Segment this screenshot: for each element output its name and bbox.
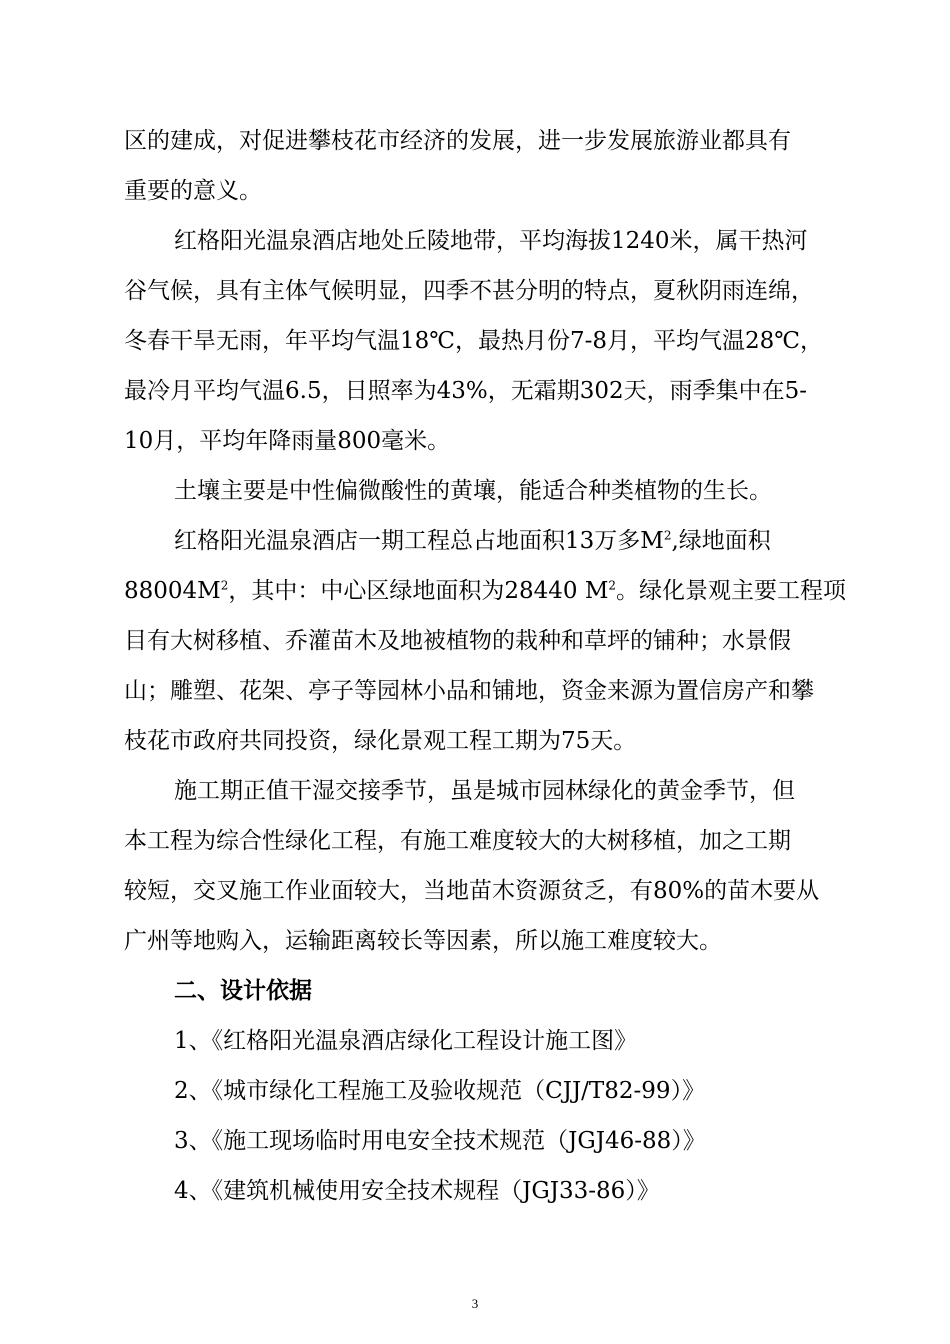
superscript: 2 xyxy=(220,578,229,593)
paragraph-line: 冬春干旱无雨，年平均气温18℃，最热月份7-8月，平均气温28℃， xyxy=(124,328,824,354)
paragraph-line: 最冷月平均气温6.5，日照率为43%，无霜期302天，雨季集中在5- xyxy=(124,378,808,404)
paragraph-line xyxy=(124,576,846,606)
paragraph-line: 枝花市政府共同投资，绿化景观工程工期为75天。 xyxy=(124,728,637,754)
reference-item: 1、《红格阳光温泉酒店绿化工程设计施工图》 xyxy=(174,1028,638,1054)
text-run: ，其中：中心区绿地面积为28440 M xyxy=(228,578,609,604)
paragraph-line: 区的建成，对促进攀枝花市经济的发展，进一步发展旅游业都具有 xyxy=(124,128,791,154)
paragraph-line: 较短，交叉施工作业面较大，当地苗木资源贫乏，有80%的苗木要从 xyxy=(124,878,820,904)
text-run: 88004M xyxy=(124,578,221,604)
reference-item: 3、《施工现场临时用电安全技术规范（JGJ46-88）》 xyxy=(174,1128,706,1154)
paragraph-line: 10月，平均年降雨量800毫米。 xyxy=(124,428,451,454)
section-heading: 二、设计依据 xyxy=(174,977,312,1004)
superscript: 2 xyxy=(608,578,617,593)
paragraph-line: 土壤主要是中性偏微酸性的黄壤，能适合种类植物的生长。 xyxy=(174,478,772,504)
text-run: 红格阳光温泉酒店一期工程总占地面积13万多M xyxy=(174,528,664,554)
paragraph-line: 目有大树移植、乔灌苗木及地被植物的栽种和草坪的铺种；水景假 xyxy=(124,628,791,654)
paragraph-line: 广州等地购入，运输距离较长等因素，所以施工难度较大。 xyxy=(124,928,722,954)
paragraph-line xyxy=(174,526,771,556)
superscript: 2 xyxy=(663,528,672,543)
paragraph-line: 谷气候，具有主体气候明显，四季不甚分明的特点，夏秋阴雨连绵， xyxy=(124,278,814,304)
reference-item: 2、《城市绿化工程施工及验收规范（CJJ/T82-99）》 xyxy=(174,1078,706,1104)
paragraph-line: 山；雕塑、花架、亭子等园林小品和铺地，资金来源为置信房产和攀 xyxy=(124,678,814,704)
reference-item: 4、《建筑机械使用安全技术规程（JGJ33-86）》 xyxy=(174,1178,660,1204)
paragraph-line: 重要的意义。 xyxy=(124,178,262,204)
text-run: ,绿地面积 xyxy=(671,528,771,554)
paragraph-line: 本工程为综合性绿化工程，有施工难度较大的大树移植，加之工期 xyxy=(124,828,791,854)
paragraph-line: 红格阳光温泉酒店地处丘陵地带，平均海拔1240米，属干热河 xyxy=(174,228,808,254)
paragraph-line: 施工期正值干湿交接季节，虽是城市园林绿化的黄金季节，但 xyxy=(174,778,795,804)
page-number: 3 xyxy=(471,1296,479,1311)
text-run: 。绿化景观主要工程项 xyxy=(616,578,847,604)
